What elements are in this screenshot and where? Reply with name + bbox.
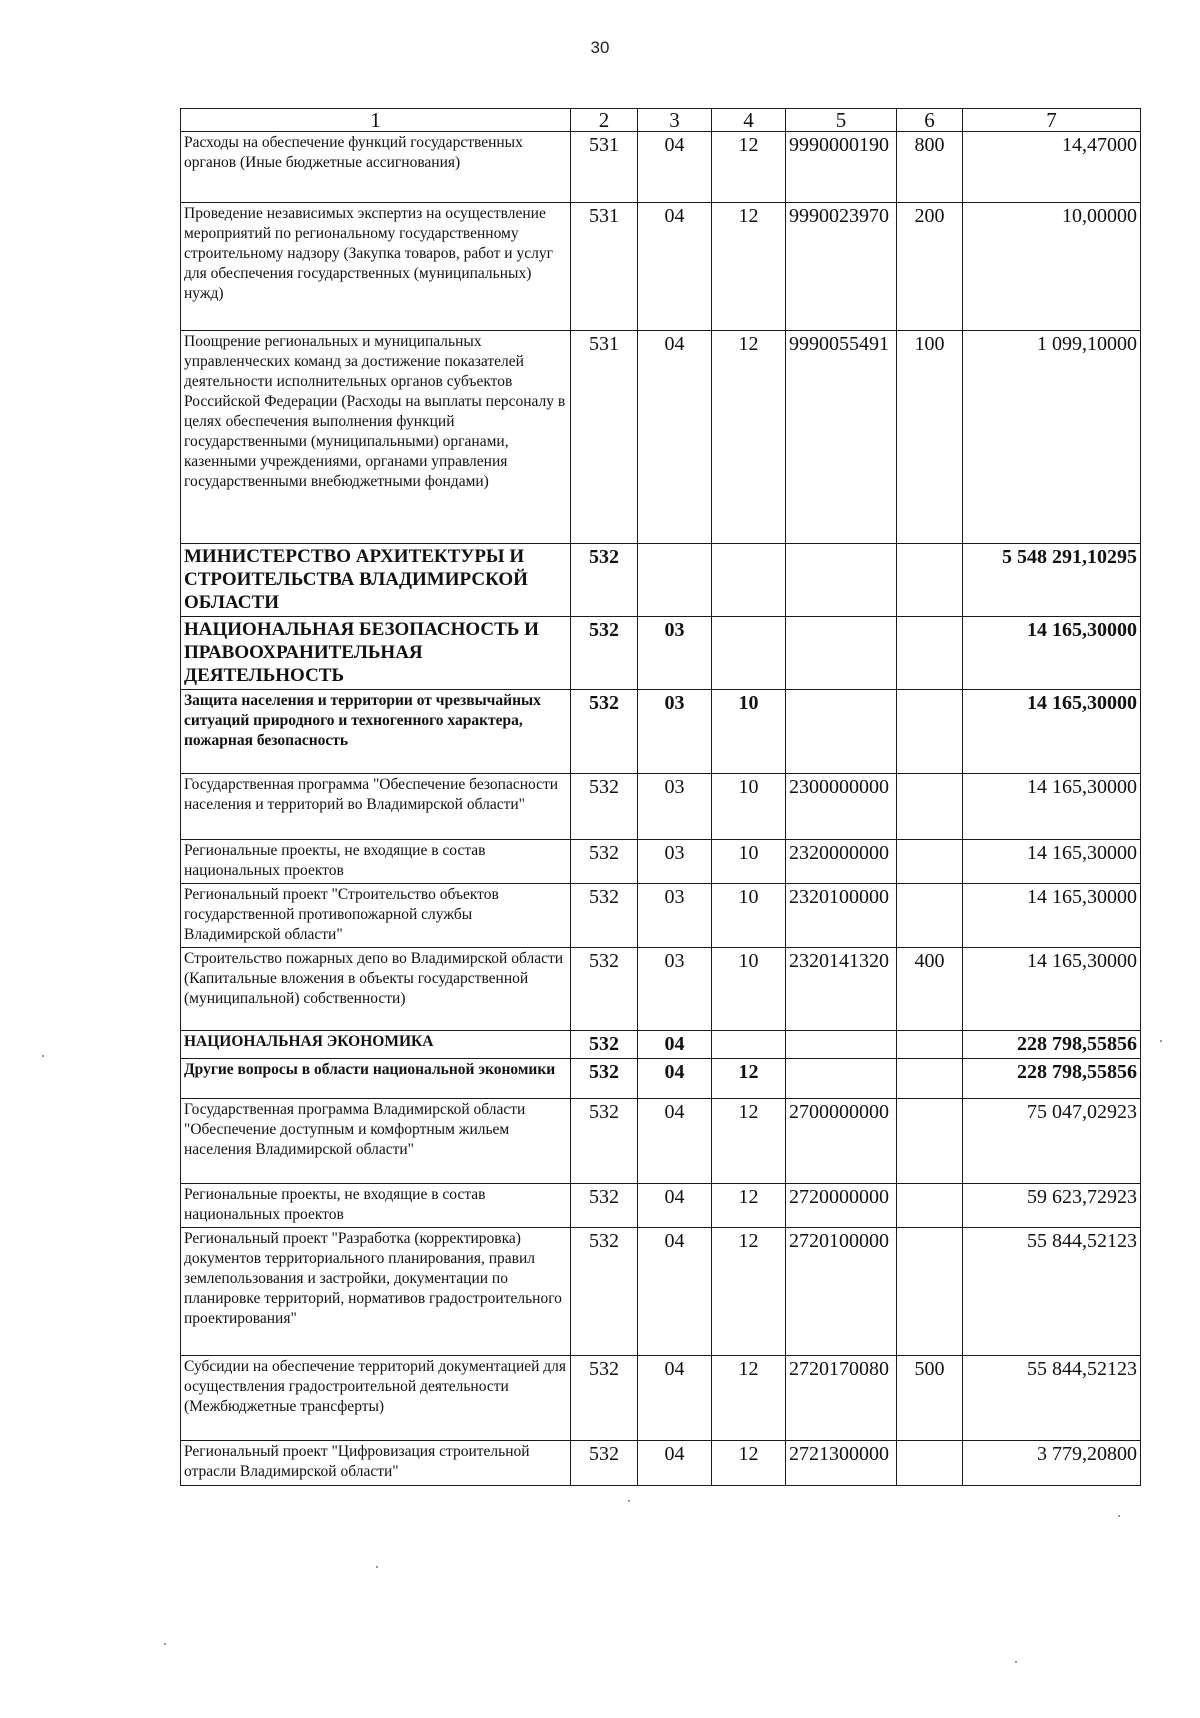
row-name: Региональный проект "Строительство объектов государственной противопожарной службы Владимирской области" [181, 884, 571, 948]
row-vr: 500 [897, 1356, 963, 1441]
table-header-row [181, 109, 1141, 132]
row-csr [786, 690, 897, 774]
row-pr: 12 [712, 203, 786, 331]
row-vr [897, 1031, 963, 1059]
row-amount: 14 165,30000 [963, 774, 1141, 840]
row-pr: 10 [712, 690, 786, 774]
table-row [181, 884, 1141, 948]
row-pr [712, 1031, 786, 1059]
row-name: Региональный проект "Разработка (корректировка) документов территориального планирования, правил землепользования и застройки, документации по планировке территорий, нормативов градостроительного проектирования" [181, 1228, 571, 1356]
table-row [181, 1059, 1141, 1099]
row-rz: 04 [638, 331, 712, 544]
column-header: 1 [181, 109, 571, 132]
row-csr [786, 544, 897, 617]
row-amount: 1 099,10000 [963, 331, 1141, 544]
row-pr: 12 [712, 1184, 786, 1228]
row-vr [897, 1059, 963, 1099]
row-pr: 12 [712, 1441, 786, 1486]
row-rz: 03 [638, 690, 712, 774]
row-gr: 532 [571, 1184, 638, 1228]
row-amount: 14 165,30000 [963, 617, 1141, 690]
row-csr [786, 1059, 897, 1099]
row-pr: 10 [712, 774, 786, 840]
row-name: Расходы на обеспечение функций государственных органов (Иные бюджетные ассигнования) [181, 132, 571, 203]
row-vr [897, 1184, 963, 1228]
row-amount: 59 623,72923 [963, 1184, 1141, 1228]
row-gr: 531 [571, 132, 638, 203]
row-pr [712, 617, 786, 690]
scan-speck [164, 1643, 166, 1645]
row-pr: 12 [712, 331, 786, 544]
row-vr: 100 [897, 331, 963, 544]
row-rz: 04 [638, 1356, 712, 1441]
table-row [181, 331, 1141, 544]
row-amount: 55 844,52123 [963, 1228, 1141, 1356]
table-row [181, 948, 1141, 1031]
row-gr: 531 [571, 331, 638, 544]
table-row [181, 1031, 1141, 1059]
row-amount: 14 165,30000 [963, 690, 1141, 774]
row-csr: 2720000000 [786, 1184, 897, 1228]
row-name: МИНИСТЕРСТВО АРХИТЕКТУРЫ И СТРОИТЕЛЬСТВА ВЛАДИМИРСКОЙ ОБЛАСТИ [181, 544, 571, 617]
table-row [181, 1184, 1141, 1228]
row-pr: 12 [712, 1228, 786, 1356]
row-gr: 532 [571, 544, 638, 617]
row-vr [897, 544, 963, 617]
row-rz: 03 [638, 774, 712, 840]
row-csr: 2720100000 [786, 1228, 897, 1356]
row-gr: 532 [571, 840, 638, 884]
row-name: Региональный проект "Цифровизация строительной отрасли Владимирской области" [181, 1441, 571, 1486]
row-gr: 532 [571, 617, 638, 690]
row-gr: 532 [571, 774, 638, 840]
row-amount: 228 798,55856 [963, 1031, 1141, 1059]
row-gr: 532 [571, 1059, 638, 1099]
row-name: НАЦИОНАЛЬНАЯ БЕЗОПАСНОСТЬ И ПРАВООХРАНИТЕЛЬНАЯ ДЕЯТЕЛЬНОСТЬ [181, 617, 571, 690]
row-vr [897, 1441, 963, 1486]
row-name: Строительство пожарных депо во Владимирской области (Капитальные вложения в объекты государственной (муниципальной) собственности) [181, 948, 571, 1031]
column-header: 5 [786, 109, 897, 132]
row-name: Государственная программа "Обеспечение безопасности населения и территорий во Владимирской области" [181, 774, 571, 840]
row-pr: 12 [712, 132, 786, 203]
scan-speck [376, 1566, 378, 1568]
row-gr: 532 [571, 690, 638, 774]
row-name: Поощрение региональных и муниципальных управленческих команд за достижение показателей деятельности исполнительных органов субъектов Российской Федерации (Расходы на выплаты персоналу в целях обеспечения выполнения функций государственными (муниципальными) органами, казенными учреждениями, органами управления государственными внебюджетными фондами) [181, 331, 571, 544]
table-row [181, 1356, 1141, 1441]
row-csr: 2320100000 [786, 884, 897, 948]
table-row [181, 617, 1141, 690]
row-name: Региональные проекты, не входящие в состав национальных проектов [181, 840, 571, 884]
row-name: Защита населения и территории от чрезвычайных ситуаций природного и техногенного характера, пожарная безопасность [181, 690, 571, 774]
row-csr [786, 617, 897, 690]
row-csr: 2320000000 [786, 840, 897, 884]
row-vr [897, 884, 963, 948]
column-header: 7 [963, 109, 1141, 132]
table-row [181, 1228, 1141, 1356]
column-header: 2 [571, 109, 638, 132]
row-rz: 03 [638, 884, 712, 948]
table-row [181, 132, 1141, 203]
row-csr: 9990055491 [786, 331, 897, 544]
scan-speck [42, 1055, 44, 1057]
row-amount: 5 548 291,10295 [963, 544, 1141, 617]
column-header: 4 [712, 109, 786, 132]
table-row [181, 544, 1141, 617]
row-vr: 200 [897, 203, 963, 331]
row-vr [897, 840, 963, 884]
table-row [181, 690, 1141, 774]
row-gr: 532 [571, 1441, 638, 1486]
row-gr: 532 [571, 948, 638, 1031]
row-rz: 04 [638, 1228, 712, 1356]
row-rz: 04 [638, 132, 712, 203]
row-vr [897, 774, 963, 840]
row-pr: 10 [712, 884, 786, 948]
row-amount: 55 844,52123 [963, 1356, 1141, 1441]
row-pr: 10 [712, 840, 786, 884]
table-row [181, 774, 1141, 840]
row-name: Другие вопросы в области национальной экономики [181, 1059, 571, 1099]
row-amount: 14 165,30000 [963, 948, 1141, 1031]
row-vr: 400 [897, 948, 963, 1031]
row-vr [897, 1099, 963, 1184]
row-rz: 04 [638, 1059, 712, 1099]
row-rz: 03 [638, 948, 712, 1031]
scan-speck [628, 1500, 630, 1502]
row-name: Государственная программа Владимирской области "Обеспечение доступным и комфортным жильем населения Владимирской области" [181, 1099, 571, 1184]
row-name: Региональные проекты, не входящие в состав национальных проектов [181, 1184, 571, 1228]
row-amount: 14 165,30000 [963, 884, 1141, 948]
row-rz: 04 [638, 203, 712, 331]
row-rz: 04 [638, 1441, 712, 1486]
row-pr: 10 [712, 948, 786, 1031]
scan-speck [1015, 1661, 1017, 1663]
column-header: 6 [897, 109, 963, 132]
row-csr: 2700000000 [786, 1099, 897, 1184]
column-header: 3 [638, 109, 712, 132]
row-amount: 14,47000 [963, 132, 1141, 203]
scan-speck [1160, 1040, 1162, 1042]
page-number: 30 [590, 38, 610, 57]
row-amount: 75 047,02923 [963, 1099, 1141, 1184]
row-csr: 9990000190 [786, 132, 897, 203]
row-gr: 532 [571, 1031, 638, 1059]
row-rz: 03 [638, 840, 712, 884]
row-gr: 531 [571, 203, 638, 331]
row-vr [897, 690, 963, 774]
row-csr: 2721300000 [786, 1441, 897, 1486]
row-name: Проведение независимых экспертиз на осуществление мероприятий по региональному государственному строительному надзору (Закупка товаров, работ и услуг для обеспечения государственных (муниципальных) нужд) [181, 203, 571, 331]
row-gr: 532 [571, 1099, 638, 1184]
row-csr: 9990023970 [786, 203, 897, 331]
row-rz: 04 [638, 1031, 712, 1059]
budget-table [180, 108, 1141, 1486]
row-amount: 228 798,55856 [963, 1059, 1141, 1099]
row-rz: 04 [638, 1099, 712, 1184]
row-pr: 12 [712, 1059, 786, 1099]
row-csr: 2720170080 [786, 1356, 897, 1441]
row-amount: 10,00000 [963, 203, 1141, 331]
row-gr: 532 [571, 884, 638, 948]
scan-speck [1118, 1515, 1120, 1517]
row-rz [638, 544, 712, 617]
row-vr [897, 617, 963, 690]
row-csr: 2320141320 [786, 948, 897, 1031]
row-vr [897, 1228, 963, 1356]
row-csr: 2300000000 [786, 774, 897, 840]
row-name: Субсидии на обеспечение территорий документацией для осуществления градостроительной деятельности (Межбюджетные трансферты) [181, 1356, 571, 1441]
row-rz: 04 [638, 1184, 712, 1228]
table-row [181, 840, 1141, 884]
table-row [181, 1441, 1141, 1486]
row-name: НАЦИОНАЛЬНАЯ ЭКОНОМИКА [181, 1031, 571, 1059]
row-amount: 3 779,20800 [963, 1441, 1141, 1486]
row-vr: 800 [897, 132, 963, 203]
row-pr [712, 544, 786, 617]
table-row [181, 1099, 1141, 1184]
row-pr: 12 [712, 1356, 786, 1441]
row-gr: 532 [571, 1228, 638, 1356]
table-row [181, 203, 1141, 331]
row-amount: 14 165,30000 [963, 840, 1141, 884]
row-csr [786, 1031, 897, 1059]
row-rz: 03 [638, 617, 712, 690]
row-gr: 532 [571, 1356, 638, 1441]
row-pr: 12 [712, 1099, 786, 1184]
